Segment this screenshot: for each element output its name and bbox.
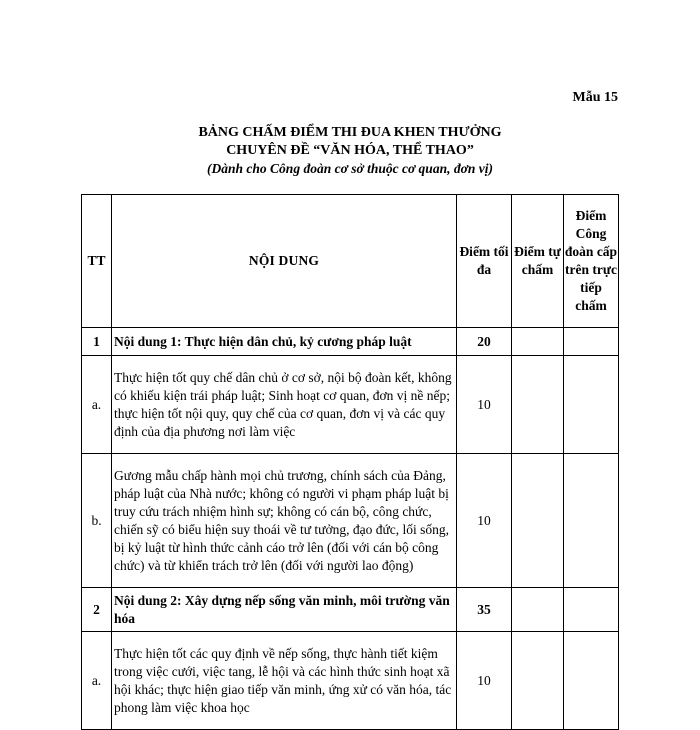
header-superior-score: Điểm Công đoàn cấp trên trực tiếp chấm <box>564 195 619 328</box>
document-title <box>0 124 700 178</box>
row-superior-score-cell[interactable] <box>564 328 619 356</box>
row-self-score-cell[interactable] <box>512 632 564 730</box>
table-row <box>82 632 619 730</box>
table-row <box>82 454 619 588</box>
row-max-points: 10 <box>457 632 512 730</box>
form-code: Mẫu 15 <box>572 90 618 105</box>
row-self-score-cell[interactable] <box>512 454 564 588</box>
row-self-score-cell[interactable] <box>512 356 564 454</box>
header-tt: TT <box>82 195 112 328</box>
row-tt: 2 <box>82 588 112 632</box>
table-header-row <box>82 195 619 328</box>
row-max-points: 20 <box>457 328 512 356</box>
header-content: NỘI DUNG <box>112 195 457 328</box>
row-self-score-cell[interactable] <box>512 588 564 632</box>
table-row <box>82 588 619 632</box>
row-content: Thực hiện tốt các quy định về nếp sống, thực hành tiết kiệm trong việc cưới, việc tang, lễ hội và các hình thức sinh hoạt xã hội khác; thực hiện giao tiếp văn minh, ứng xử có văn hóa, tác phong làm việc khoa học <box>112 632 457 730</box>
row-content: Gương mẫu chấp hành mọi chủ trương, chính sách của Đảng, pháp luật của Nhà nước; không có người vi phạm pháp luật bị truy cứu trách nhiệm hình sự; không có cán bộ, công chức, chiến sỹ có biểu hiện suy thoái về tư tưởng, đạo đức, lối sống, bị kỷ luật từ hình thức cảnh cáo trở lên (đối với cán bộ công chức) và từ khiển trách trở lên (đối với người lao động) <box>112 454 457 588</box>
row-content: Nội dung 2: Xây dựng nếp sống văn minh, môi trường văn hóa <box>112 588 457 632</box>
score-table <box>81 194 619 730</box>
row-content: Nội dung 1: Thực hiện dân chủ, kỷ cương pháp luật <box>112 328 457 356</box>
row-superior-score-cell[interactable] <box>564 588 619 632</box>
row-superior-score-cell[interactable] <box>564 632 619 730</box>
row-tt: b. <box>82 454 112 588</box>
header-max-points: Điểm tối đa <box>457 195 512 328</box>
header-self-score: Điểm tự chấm <box>512 195 564 328</box>
row-tt: 1 <box>82 328 112 356</box>
row-content: Thực hiện tốt quy chế dân chủ ở cơ sở, nội bộ đoàn kết, không có khiếu kiện trái pháp luật; Sinh hoạt cơ quan, đơn vị nề nếp; thực hiện tốt nội quy, quy chế của cơ quan, đơn vị và các quy định của địa phương nơi làm việc <box>112 356 457 454</box>
row-superior-score-cell[interactable] <box>564 356 619 454</box>
row-superior-score-cell[interactable] <box>564 454 619 588</box>
row-max-points: 10 <box>457 356 512 454</box>
table-row <box>82 356 619 454</box>
row-max-points: 35 <box>457 588 512 632</box>
row-self-score-cell[interactable] <box>512 328 564 356</box>
title-subtitle: (Dành cho Công đoàn cơ sở thuộc cơ quan, đơn vị) <box>207 161 493 176</box>
row-max-points: 10 <box>457 454 512 588</box>
row-tt: a. <box>82 356 112 454</box>
table-row <box>82 328 619 356</box>
row-tt: a. <box>82 632 112 730</box>
title-line-2: CHUYÊN ĐỀ “VĂN HÓA, THỂ THAO” <box>226 143 474 158</box>
title-line-1: BẢNG CHẤM ĐIỂM THI ĐUA KHEN THƯỞNG <box>198 125 502 140</box>
